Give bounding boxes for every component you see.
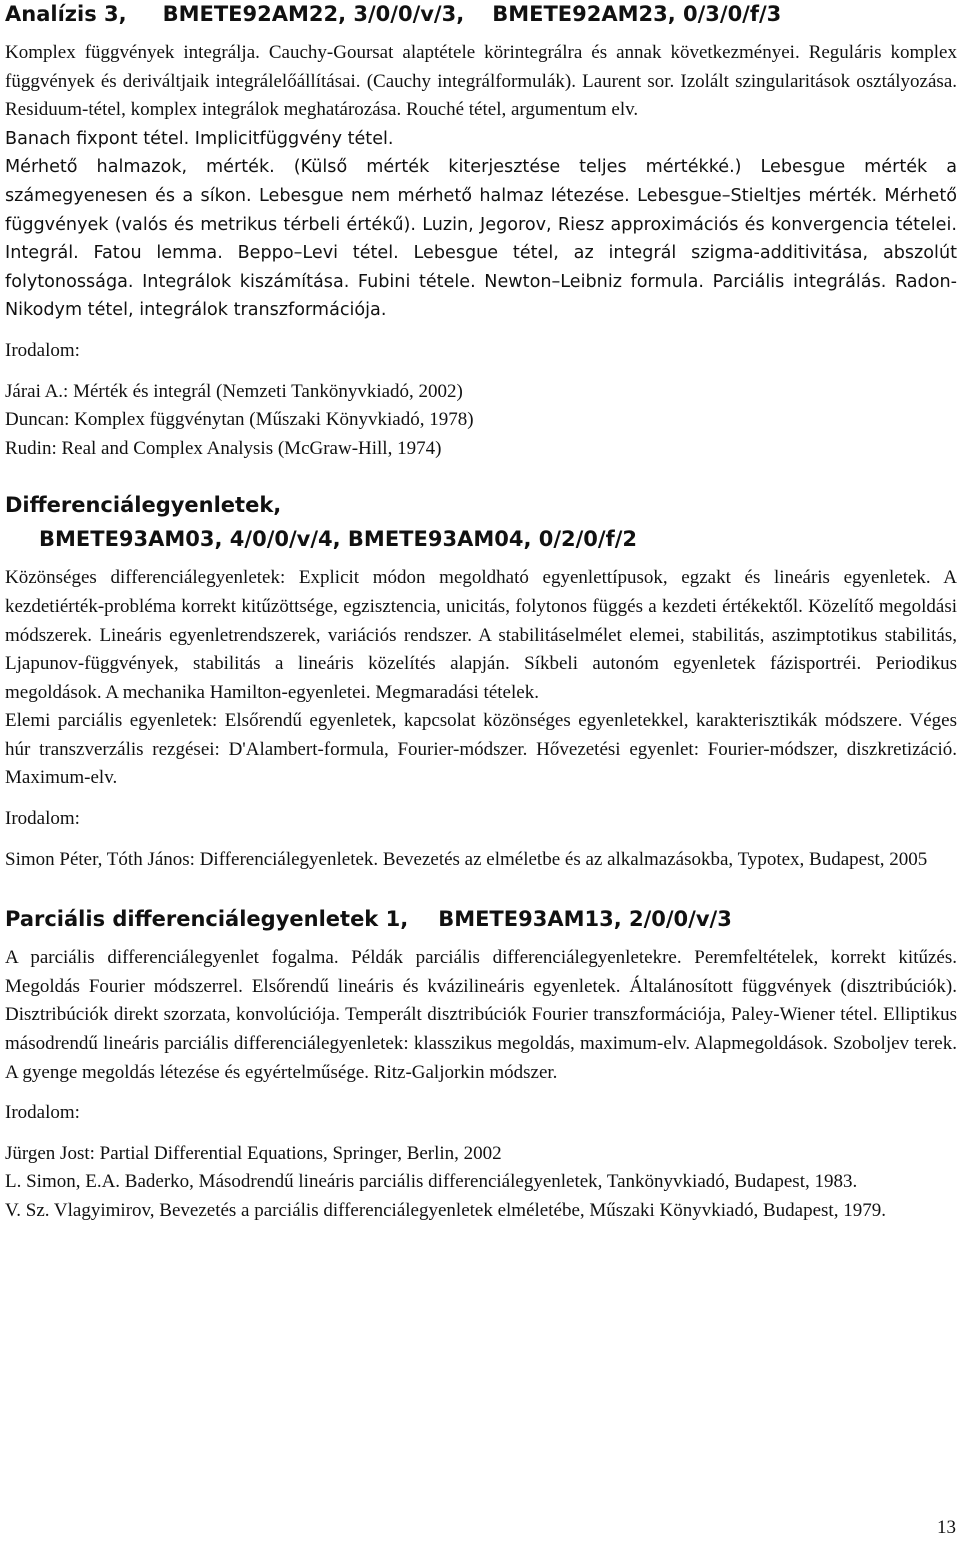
course-code: BMETE93AM03, 4/0/0/v/4,: [39, 527, 341, 552]
reference-item: V. Sz. Vlagyimirov, Bevezetés a parciális differenciálegyenletek elméletébe, Műszaki Könyvkiadó, Budapest, 1979.: [5, 1200, 886, 1221]
reference-item: Járai A.: Mérték és integrál (Nemzeti Tankönyvkiadó, 2002): [5, 380, 463, 402]
section-paragraph: Elemi parciális egyenletek: Elsőrendű egyenletek, kapcsolat közönséges egyenletekkel, karakterisztikák módszere. Véges húr transzverzális rezgései: D'Alambert-formula, Fourier-módszer. Hővezetési egyenlet: Fourier-módszer, diszkretizáció. Maximum-elv.: [5, 710, 957, 789]
reference-list: [5, 846, 957, 875]
section-title: Analízis 3,: [5, 2, 127, 26]
section-heading-differencialegyenletek: [5, 491, 957, 519]
course-code: BMETE93AM13, 2/0/0/v/3: [438, 907, 732, 932]
section-title: Differenciálegyenletek,: [5, 493, 282, 518]
section-title: Parciális differenciálegyenletek 1,: [5, 907, 409, 932]
course-code: BMETE92AM22, 3/0/0/v/3,: [162, 2, 465, 26]
literature-label: Irodalom:: [5, 1102, 80, 1124]
document-page: [5, 0, 957, 1226]
literature-label: Irodalom:: [5, 808, 80, 830]
section-heading-parcialis: [5, 905, 957, 933]
reference-item: Rudin: Real and Complex Analysis (McGraw-Hill, 1974): [5, 437, 442, 459]
page-number: 13: [937, 1517, 956, 1538]
reference-list: [5, 1140, 957, 1226]
section-paragraph: Közönséges differenciálegyenletek: Explicit módon megoldható egyenlettípusok, egzakt és lineáris egyenletek. A kezdetiérték-probléma korrekt kitűzöttsége, egzisztencia, unicitás, folytonos függés a kezdeti értékektől. Közelítő megoldási módszerek. Lineáris egyenletrendszerek, variációs rendszer. A stabilitáselmélet elemei, stabilitás, aszimptotikus stabilitás, Ljapunov-függvények, stabilitás a lineáris közelítés alapján. Síkbeli autonóm egyenletek fázisportréi. Periodikus megoldások. A mechanika Hamilton-egyenletei. Megmaradási tételek.: [5, 567, 957, 703]
course-code: BMETE93AM04, 0/2/0/f/2: [347, 527, 637, 552]
reference-item: Simon Péter, Tóth János: Differenciálegyenletek. Bevezetés az elméletbe és az alkalmazásokba, Typotex, Budapest, 2005: [5, 848, 928, 870]
reference-item: Duncan: Komplex függvénytan (Műszaki Könyvkiadó, 1978): [5, 409, 474, 431]
literature-label: Irodalom:: [5, 339, 80, 361]
reference-item: L. Simon, E.A. Baderko, Másodrendű lineáris parciális differenciálegyenletek, Tankönyvkiadó, Budapest, 1983.: [5, 1171, 858, 1193]
section-heading-analizis3: [5, 0, 957, 28]
reference-list: [5, 378, 957, 464]
section-paragraph: Banach fixpont tétel. Implicitfüggvény tétel.: [5, 128, 394, 149]
section-paragraph: Komplex függvények integrálja. Cauchy-Goursat alaptétele körintegrálra és annak következményei. Reguláris komplex függvények és deriváltjaik integrálelőállításai. (Cauchy integrálformulák). Laurent sor. Izolált szingularitások osztályozása. Residuum-tétel, komplex integrálok meghatározása. Rouché tétel, argumentum elv.: [5, 42, 957, 121]
section-paragraph: A parciális differenciálegyenlet fogalma. Példák parciális differenciálegyenletekre. Peremfeltételek, korrekt kitűzés. Megoldás Fourier módszerrel. Elsőrendű lineáris és kvázilineáris egyenletek. Általánosított függvények (disztribúciók). Disztribúciók direkt szorzata, konvolúciója. Temperált disztribúciók Fourier transzformációja, Paley-Wiener tétel. Elliptikus másodrendű lineáris parciális differenciálegyenletek: klasszikus megoldás, maximum-elv. Alapmegoldások. Szoboljev terek. A gyenge megoldás létezése és egyértelműsége. Ritz-Galjorkin módszer.: [5, 947, 957, 1083]
section-paragraph: Mérhető halmazok, mérték. (Külső mérték kiterjesztése teljes mértékké.) Lebesgue mérték a számegyenesen és a síkon. Lebesgue nem mérhető halmaz létezése. Lebesgue–Stieltjes mérték. Mérhető függvények (valós és metrikus térbeli értékű). Luzin, Jegorov, Riesz approximációs és konvergencia tételei. Integrál. Fatou lemma. Beppo–Levi tétel. Lebesgue tétel, az integrál szigma-additivitása, abszolút folytonossága. Integrálok kiszámítása. Fubini tétele. Newton–Leibniz formula. Parciális integrálás. Radon-Nikodym tétel, integrálok transzformációja.: [5, 157, 957, 321]
section-heading-codes: [5, 525, 957, 553]
reference-item: Jürgen Jost: Partial Differential Equations, Springer, Berlin, 2002: [5, 1142, 502, 1164]
course-code: BMETE92AM23, 0/3/0/f/3: [492, 2, 782, 26]
